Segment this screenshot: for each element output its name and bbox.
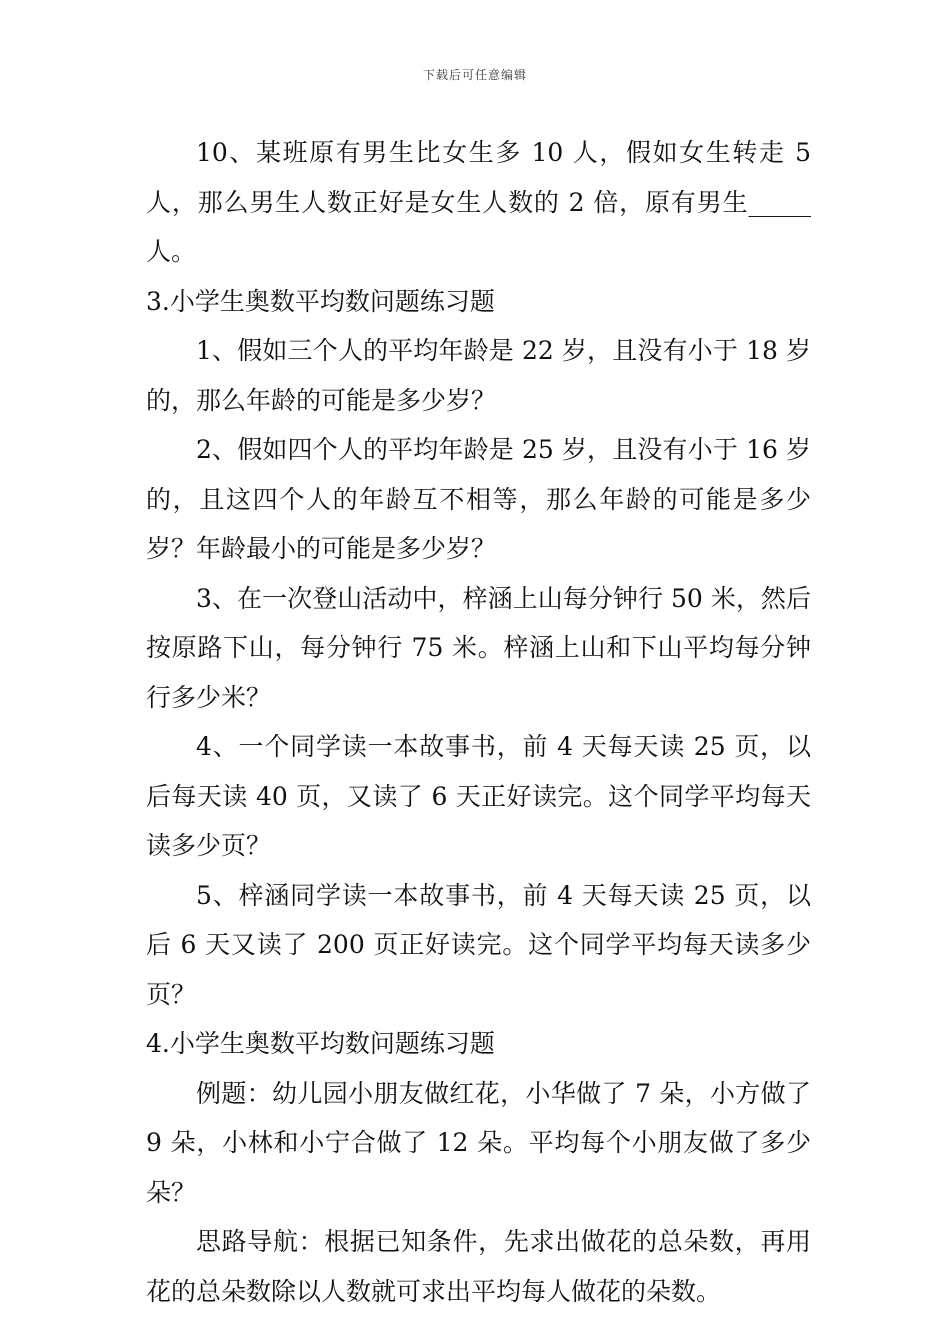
problem-5-paragraph: 5、梓涵同学读一本故事书，前 4 天每天读 25 页，以后 6 天又读了 200 页正好读完。这个同学平均每天读多少页？	[146, 880, 811, 1009]
problem-2-paragraph: 2、假如四个人的平均年龄是 25 岁，且没有小于 16 岁的，且这四个人的年龄互不相等，那么年龄的可能是多少岁？年龄最小的可能是多少岁？	[146, 435, 811, 563]
hint-paragraph: 思路导航：根据已知条件，先求出做花的总朵数，再用花的总朵数除以人数就可求出平均每人做花的朵数。	[146, 1227, 811, 1306]
page-header-note: 下载后可任意编辑	[422, 68, 527, 82]
problem-1-paragraph: 1、假如三个人的平均年龄是 22 岁，且没有小于 18 岁的，那么年龄的可能是多少岁？	[146, 336, 811, 415]
section-heading-3: 3.小学生奥数平均数问题练习题	[146, 286, 495, 316]
example-paragraph: 例题：幼儿园小朋友做红花，小华做了 7 朵，小方做了 9 朵，小林和小宁合做了 12 朵。平均每个小朋友做了多少朵？	[146, 1078, 811, 1207]
section-heading-4: 4.小学生奥数平均数问题练习题	[146, 1029, 495, 1058]
problem-4-paragraph: 4、一个同学读一本故事书，前 4 天每天读 25 页，以后每天读 40 页，又读了 6 天正好读完。这个同学平均每天读多少页？	[146, 732, 811, 860]
problem-10-paragraph: 10、某班原有男生比女生多 10 人，假如女生转走 5 人，那么男生人数正好是女生人数的 2 倍，原有男生_____人。	[146, 138, 811, 266]
problem-3-paragraph: 3、在一次登山活动中，梓涵上山每分钟行 50 米，然后按原路下山，每分钟行 75 米。梓涵上山和下山平均每分钟行多少米？	[146, 583, 811, 712]
document-body	[146, 128, 811, 1316]
